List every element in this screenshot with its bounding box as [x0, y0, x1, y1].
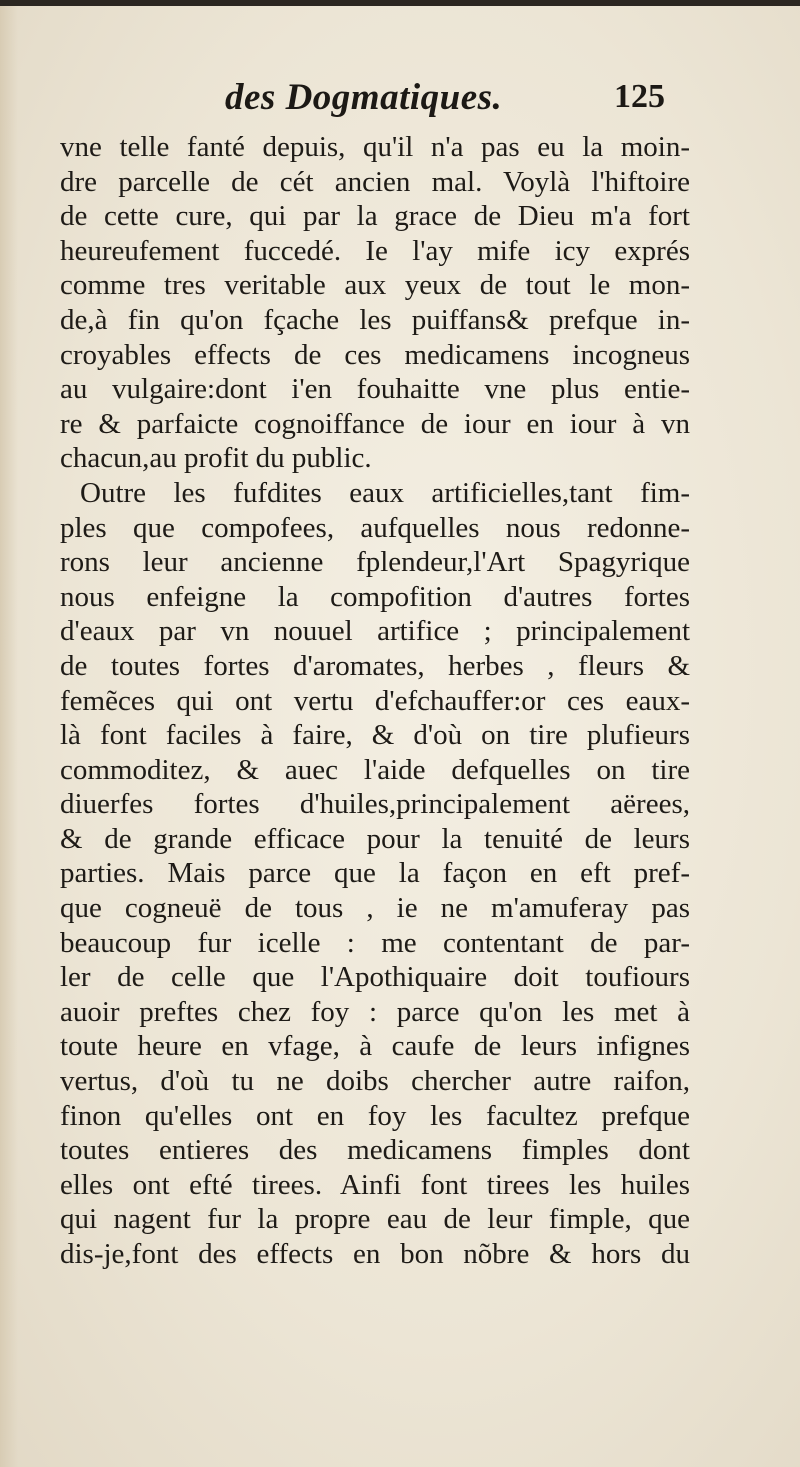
book-page — [0, 6, 800, 1467]
text-line: femẽces qui ont vertu d'efchauffer:or ces eaux- — [60, 684, 690, 717]
text-line: comme tres veritable aux yeux de tout le mon- — [60, 269, 690, 302]
page-number: 125 — [614, 78, 665, 115]
text-line: vne telle fanté depuis, qu'il n'a pas eu la moin- — [60, 131, 690, 163]
text-line: commoditez, & auec l'aide defquelles on tire — [60, 753, 690, 786]
running-head: des Dogmatiques. — [225, 77, 503, 118]
text-line: ples que compofees, aufquelles nous redonne- — [60, 511, 690, 544]
text-line: d'eaux par vn nouuel artifice ; principalement — [60, 615, 690, 648]
text-line: de,à fin qu'on fçache les puiffans& prefque in- — [60, 303, 690, 336]
paragraph-2 — [60, 476, 690, 1272]
text-line: & de grande efficace pour la tenuité de leurs — [60, 822, 690, 855]
text-line: elles ont efté tirees. Ainfi font tirees les huiles — [60, 1168, 690, 1201]
text-line: re & parfaicte cognoiffance de iour en iour à vn — [60, 407, 690, 440]
text-line: rons leur ancienne fplendeur,l'Art Spagyrique — [60, 546, 690, 579]
text-line: là font faciles à faire, & d'où on tire plufieurs — [60, 719, 690, 752]
text-line: auoir preftes chez foy : parce qu'on les met à — [60, 995, 690, 1028]
text-line: finon qu'elles ont en foy les facultez prefque — [60, 1099, 690, 1132]
text-line: diuerfes fortes d'huiles,principalement aërees, — [60, 788, 690, 821]
text-line: vertus, d'où tu ne doibs chercher autre raifon, — [60, 1065, 690, 1098]
text-line: ler de celle que l'Apothiquaire doit toufiours — [60, 961, 690, 994]
text-line: nous enfeigne la compofition d'autres fortes — [60, 580, 690, 613]
paragraph-1 — [60, 130, 690, 476]
text-line: toutes entieres des medicamens fimples dont — [60, 1134, 690, 1167]
text-line: au vulgaire:dont i'en fouhaitte vne plus entie- — [60, 373, 690, 406]
text-line: de toutes fortes d'aromates, herbes , fleurs & — [60, 649, 690, 682]
text-line: heureufement fuccedé. Ie l'ay mife icy exprés — [60, 234, 690, 267]
text-line: croyables effects de ces medicamens incogneus — [60, 338, 690, 371]
text-line: beaucoup fur icelle : me contentant de par- — [60, 926, 690, 959]
text-line: de cette cure, qui par la grace de Dieu m'a fort — [60, 200, 690, 233]
text-line: parties. Mais parce que la façon en eft pref- — [60, 857, 690, 890]
text-line: qui nagent fur la propre eau de leur fimple, que — [60, 1203, 690, 1236]
text-line: que cogneuë de tous , ie ne m'amuferay pas — [60, 892, 690, 925]
page-header — [225, 76, 665, 126]
text-line: dis-je,font des effects en bon nõbre & hors du — [60, 1238, 690, 1270]
text-line: dre parcelle de cét ancien mal. Voylà l'hiftoire — [60, 165, 690, 198]
text-line: Outre les fufdites eaux artificielles,tant fim- — [80, 476, 690, 509]
body-text — [60, 130, 690, 1272]
text-line: toute heure en vfage, à caufe de leurs infignes — [60, 1030, 690, 1063]
text-line: chacun,au profit du public. — [60, 442, 372, 475]
